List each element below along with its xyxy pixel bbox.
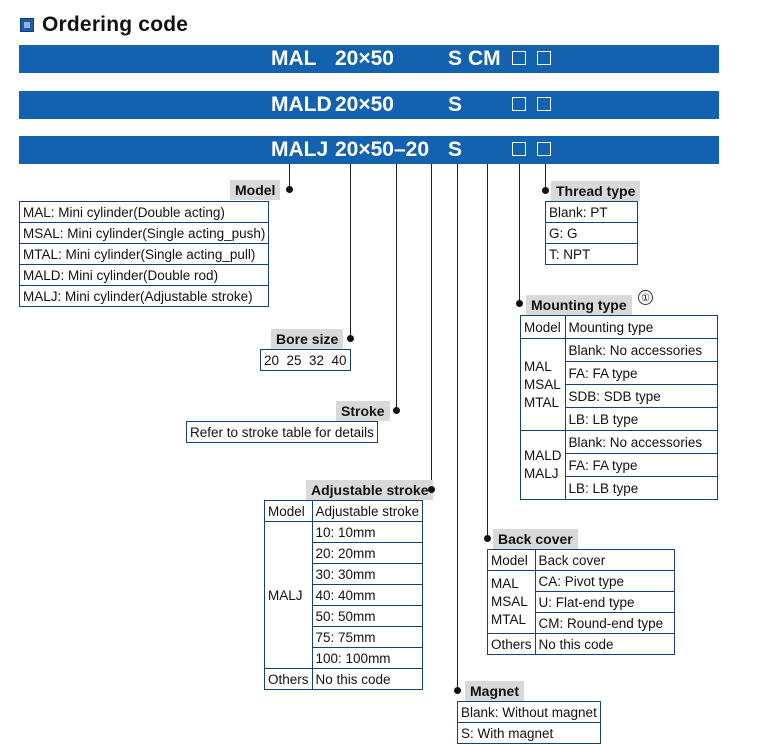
model-name: MTAL: [491, 612, 527, 627]
back-cover-item: CA: Pivot type: [535, 571, 674, 592]
table-row: [546, 202, 638, 223]
model-item: MALD: Mini cylinder(Double rod): [20, 265, 269, 286]
thread-item: G: G: [546, 223, 638, 244]
model-name: MALJ: [524, 466, 559, 481]
table-row: [546, 223, 638, 244]
model-cell: MALJ: [265, 522, 313, 669]
code-band-2: [19, 91, 719, 119]
placeholder-box-icon: [512, 51, 526, 65]
leader-line: [289, 164, 290, 188]
table-row: [546, 244, 638, 265]
table-row: [265, 501, 423, 522]
mounting-item: SDB: SDB type: [565, 385, 717, 408]
code-series: MALD: [271, 93, 332, 116]
back-cover-label: Back cover: [493, 529, 578, 549]
option-cell: 100: 100mm: [312, 648, 423, 669]
option-cell: 50: 50mm: [312, 606, 423, 627]
code-series: MALJ: [271, 138, 329, 161]
model-group-cell: [521, 339, 566, 431]
leader-line: [431, 164, 432, 489]
model-name: MTAL: [524, 394, 560, 410]
magnet-item: Blank: Without magnet: [458, 702, 601, 723]
model-name: MAL: [524, 358, 552, 374]
thread-item: Blank: PT: [546, 202, 638, 223]
mounting-type-table: [520, 315, 718, 500]
leader-line: [457, 164, 458, 690]
thread-item: T: NPT: [546, 244, 638, 265]
bore-size-label: Bore size: [271, 329, 343, 349]
code-option: S: [448, 47, 463, 70]
code-band-3: [19, 136, 719, 164]
mounting-item: FA: FA type: [565, 362, 717, 385]
model-name: MALD: [524, 448, 562, 463]
table-row: [20, 202, 269, 223]
model-item: MTAL: Mini cylinder(Single acting_pull): [20, 244, 269, 265]
mounting-item: LB: LB type: [565, 408, 717, 431]
code-size: 20×50: [335, 93, 394, 116]
code-size: 20×50–20: [335, 138, 430, 161]
leader-line: [396, 164, 397, 410]
adjustable-stroke-label: Adjustable stroke: [306, 480, 433, 500]
table-row: [458, 723, 601, 744]
table-row: [265, 669, 423, 690]
section-heading: [20, 12, 188, 38]
code-cover: CM: [468, 47, 501, 70]
header-cell: Adjustable stroke: [312, 501, 423, 522]
stroke-table: [186, 421, 378, 443]
others-cell: Others: [488, 634, 536, 655]
table-row: [20, 244, 269, 265]
leader-line: [519, 164, 520, 303]
model-label: Model: [230, 180, 280, 200]
table-row: [20, 286, 269, 307]
table-row: [20, 265, 269, 286]
thread-type-table: [545, 201, 638, 265]
placeholder-box-icon: [537, 97, 551, 111]
code-series: MAL: [271, 47, 317, 70]
bore-size-values: 20 25 32 40: [261, 350, 351, 371]
header-cell: Back cover: [535, 550, 674, 571]
table-row: [488, 550, 675, 571]
bullet-dot-icon: [542, 187, 549, 194]
bullet-dot-icon: [347, 335, 354, 342]
option-cell: 40: 40mm: [312, 585, 423, 606]
table-row: [261, 350, 351, 371]
table-row: [187, 422, 378, 443]
square-bullet-icon: [20, 18, 34, 32]
bore-size-table: [260, 349, 351, 371]
mounting-item: LB: LB type: [565, 477, 717, 500]
model-item: MAL: Mini cylinder(Double acting): [20, 202, 269, 223]
thread-type-label: Thread type: [551, 181, 640, 201]
magnet-table: [457, 701, 601, 744]
option-cell: 30: 30mm: [312, 564, 423, 585]
stroke-label: Stroke: [336, 401, 390, 421]
bullet-dot-icon: [484, 535, 491, 542]
bullet-dot-icon: [454, 687, 461, 694]
others-value-cell: No this code: [312, 669, 423, 690]
table-row: [521, 339, 718, 362]
leader-line: [487, 164, 488, 537]
back-cover-table: [487, 549, 675, 655]
placeholder-box-icon: [537, 142, 551, 156]
leader-line: [350, 164, 351, 338]
back-cover-item: U: Flat-end type: [535, 592, 674, 613]
placeholder-box-icon: [512, 97, 526, 111]
placeholder-box-icon: [512, 142, 526, 156]
model-item: MALJ: Mini cylinder(Adjustable stroke): [20, 286, 269, 307]
header-cell: Model: [265, 501, 313, 522]
bullet-dot-icon: [428, 486, 435, 493]
others-cell: Others: [265, 669, 313, 690]
placeholder-box-icon: [537, 51, 551, 65]
code-band-1: [19, 45, 719, 73]
bullet-dot-icon: [286, 186, 293, 193]
model-name: MAL: [491, 576, 519, 591]
adjustable-stroke-table: [264, 500, 423, 690]
others-value-cell: No this code: [535, 634, 674, 655]
back-cover-item: CM: Round-end type: [535, 613, 674, 634]
table-row: [521, 431, 718, 454]
option-cell: 20: 20mm: [312, 543, 423, 564]
table-row: [521, 316, 718, 339]
mounting-item: Blank: No accessories: [565, 339, 717, 362]
table-row: [20, 223, 269, 244]
stroke-text: Refer to stroke table for details: [187, 422, 378, 443]
magnet-item: S: With magnet: [458, 723, 601, 744]
code-option: S: [448, 138, 463, 161]
code-size: 20×50: [335, 47, 394, 70]
table-row: [458, 702, 601, 723]
table-row: [265, 522, 423, 543]
bullet-dot-icon: [393, 407, 400, 414]
note-marker: ①: [638, 290, 653, 305]
model-group-cell: [521, 431, 566, 500]
mounting-type-label: Mounting type: [526, 295, 632, 315]
mounting-item: FA: FA type: [565, 454, 717, 477]
bullet-dot-icon: [516, 300, 523, 307]
model-name: MSAL: [524, 376, 561, 392]
table-row: [488, 634, 675, 655]
option-cell: 75: 75mm: [312, 627, 423, 648]
table-row: [488, 571, 675, 592]
model-item: MSAL: Mini cylinder(Single acting_push): [20, 223, 269, 244]
header-cell: Mounting type: [565, 316, 717, 339]
option-cell: 10: 10mm: [312, 522, 423, 543]
page-title: Ordering code: [42, 13, 189, 36]
leader-line: [545, 164, 546, 189]
mounting-item: Blank: No accessories: [565, 431, 717, 454]
header-cell: Model: [488, 550, 536, 571]
code-option: S: [448, 93, 463, 116]
magnet-label: Magnet: [465, 681, 524, 701]
model-table: [19, 201, 269, 307]
header-cell: Model: [521, 316, 566, 339]
model-group-cell: [488, 571, 536, 634]
model-name: MSAL: [491, 594, 528, 609]
